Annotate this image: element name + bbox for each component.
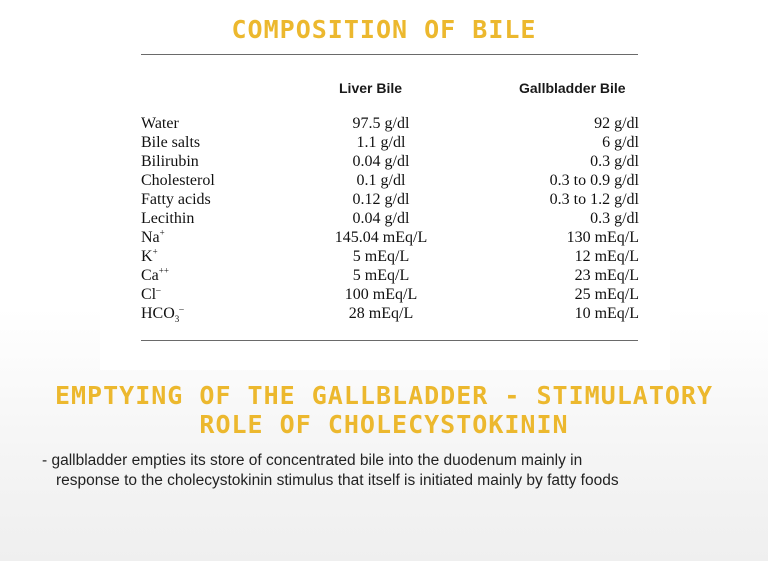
gallbladder-bile-value: 0.3 g/dl <box>590 153 639 170</box>
component-name: Bile salts <box>141 134 201 151</box>
component-name: Cl– <box>141 284 161 303</box>
component-name: Ca++ <box>141 265 169 284</box>
gallbladder-bile-value: 12 mEq/L <box>574 248 639 265</box>
liver-bile-value: 0.1 g/dl <box>356 172 406 189</box>
component-name: Na+ <box>141 227 165 246</box>
bile-composition-table <box>141 114 641 323</box>
gallbladder-bile-value: 130 mEq/L <box>566 229 639 246</box>
component-name: K+ <box>141 246 158 265</box>
gallbladder-bile-value: 0.3 g/dl <box>590 210 639 227</box>
title-line-2: ROLE OF CHOLECYSTOKININ <box>199 410 569 439</box>
gallbladder-bile-value: 92 g/dl <box>594 115 639 132</box>
liver-bile-value: 0.04 g/dl <box>352 210 410 227</box>
liver-bile-value: 100 mEq/L <box>344 286 418 303</box>
slide-title-composition: COMPOSITION OF BILE <box>231 15 537 44</box>
liver-bile-value: 5 mEq/L <box>352 248 410 265</box>
component-name: Bilirubin <box>141 153 199 170</box>
liver-bile-value: 5 mEq/L <box>352 267 410 284</box>
liver-bile-value: 145.04 mEq/L <box>334 229 428 246</box>
gallbladder-bile-value: 23 mEq/L <box>574 267 639 284</box>
slide-title-emptying <box>0 381 768 439</box>
component-name: Water <box>141 115 179 132</box>
column-header-liver-bile: Liver Bile <box>339 80 403 96</box>
table-row <box>141 247 641 266</box>
liver-bile-value: 0.04 g/dl <box>352 153 410 170</box>
table-top-rule <box>141 54 638 55</box>
table-row <box>141 171 641 190</box>
gallbladder-bile-value: 0.3 to 1.2 g/dl <box>549 191 639 208</box>
table-bottom-rule <box>141 340 638 341</box>
table-row <box>141 152 641 171</box>
gallbladder-bile-value: 0.3 to 0.9 g/dl <box>549 172 639 189</box>
body-paragraph <box>42 451 742 491</box>
body-line-1: - gallbladder empties its store of concentrated bile into the duodenum mainly in <box>42 452 583 469</box>
table-row <box>141 304 641 323</box>
liver-bile-value: 28 mEq/L <box>348 305 414 322</box>
component-name: Cholesterol <box>141 172 215 189</box>
gallbladder-bile-value: 10 mEq/L <box>574 305 639 322</box>
liver-bile-value: 1.1 g/dl <box>356 134 406 151</box>
component-name: $HCO_3^-$ <box>141 303 184 325</box>
title-line-1: EMPTYING OF THE GALLBLADDER - STIMULATORY <box>54 381 714 410</box>
component-name: Fatty acids <box>141 191 211 208</box>
table-row <box>141 190 641 209</box>
gallbladder-bile-value: 25 mEq/L <box>574 286 639 303</box>
liver-bile-value: 0.12 g/dl <box>352 191 410 208</box>
liver-bile-value: 97.5 g/dl <box>352 115 410 132</box>
body-line-2: response to the cholecystokinin stimulus that itself is initiated mainly by fatty foods <box>56 472 619 489</box>
column-header-gallbladder-bile: Gallbladder Bile <box>519 80 626 96</box>
table-row <box>141 285 641 304</box>
table-row <box>141 114 641 133</box>
table-row <box>141 228 641 247</box>
component-name: Lecithin <box>141 210 195 227</box>
gallbladder-bile-value: 6 g/dl <box>602 134 639 151</box>
table-row <box>141 209 641 228</box>
table-row <box>141 133 641 152</box>
table-row <box>141 266 641 285</box>
